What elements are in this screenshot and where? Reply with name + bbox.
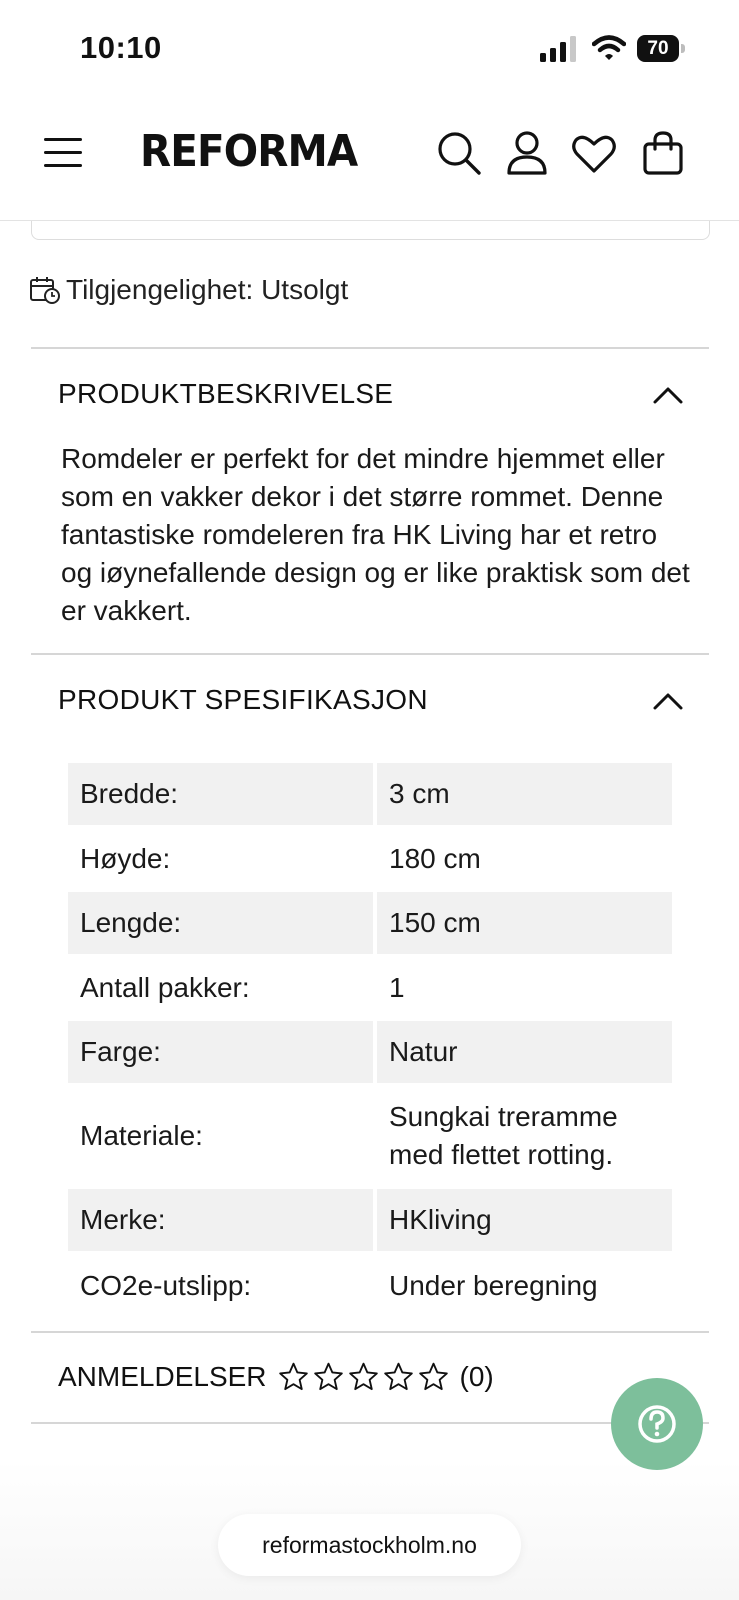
spec-value: 180 cm <box>389 842 481 874</box>
spec-value: Under beregning <box>389 1270 598 1301</box>
spec-label: CO2e-utslipp: <box>80 1270 252 1301</box>
spec-label: Antall pakker: <box>80 971 250 1003</box>
reviews-row[interactable] <box>58 1355 494 1399</box>
address-bar[interactable]: reformastockholm.no <box>218 1514 521 1576</box>
brand-logo[interactable]: REFORMA <box>140 126 358 177</box>
star-outline-icon <box>417 1361 450 1393</box>
calendar-clock-icon <box>30 276 60 304</box>
star-outline-icon <box>347 1361 380 1393</box>
search-icon[interactable] <box>436 130 482 176</box>
specification-table <box>64 763 676 1321</box>
wishlist-heart-icon[interactable] <box>571 130 617 176</box>
description-text: Romdeler er perfekt for det mindre hjemmet eller som en vakker dekor i det større rommet. Denne fantastiske romdeleren fra HK Living har et retro og iøynefallende design og er like praktisk som det er vakkert. <box>61 443 690 626</box>
spec-label: Materiale: <box>80 1120 203 1151</box>
reviews-heading: ANMELDELSER <box>58 1361 267 1392</box>
spec-value: HKliving <box>377 1189 672 1251</box>
status-bar <box>0 0 739 100</box>
cellular-signal-icon <box>540 36 580 62</box>
spec-row <box>68 954 672 1021</box>
availability-text: Tilgjengelighet: Utsolgt <box>66 274 349 305</box>
divider <box>31 1331 709 1333</box>
chevron-up-icon[interactable] <box>652 385 684 405</box>
spec-row <box>68 1251 672 1321</box>
spec-row <box>68 1083 672 1189</box>
spec-label: Merke: <box>68 1189 373 1251</box>
spec-value: Sungkai treramme med flettet rotting. <box>389 1101 618 1170</box>
star-outline-icon <box>277 1361 310 1393</box>
description-heading[interactable]: PRODUKTBESKRIVELSE <box>58 378 394 409</box>
spec-label: Høyde: <box>80 842 171 874</box>
divider <box>31 347 709 349</box>
question-mark-icon <box>611 1378 703 1470</box>
spec-value: 3 cm <box>377 763 672 825</box>
reviews-count: (0) <box>459 1361 494 1392</box>
divider <box>31 653 709 655</box>
star-outline-icon <box>382 1361 415 1393</box>
chevron-up-icon[interactable] <box>652 691 684 711</box>
spec-label: Bredde: <box>68 763 373 825</box>
wifi-icon <box>592 34 626 62</box>
spec-label: Lengde: <box>68 892 373 954</box>
status-time: 10:10 <box>80 30 162 65</box>
spec-row <box>68 1189 672 1251</box>
spec-row <box>68 763 672 825</box>
spec-value: 1 <box>389 971 405 1003</box>
specification-heading[interactable]: PRODUKT SPESIFIKASJON <box>58 684 428 715</box>
spec-row <box>68 1021 672 1083</box>
spec-value: 150 cm <box>377 892 672 954</box>
battery-icon <box>637 35 687 62</box>
availability-line <box>30 270 348 310</box>
cart-bag-icon[interactable] <box>640 130 686 176</box>
menu-icon[interactable] <box>44 136 84 170</box>
spec-value: Natur <box>377 1021 672 1083</box>
star-rating <box>277 1361 452 1393</box>
divider <box>31 1422 709 1424</box>
site-header <box>0 100 739 221</box>
account-icon[interactable] <box>504 130 550 176</box>
star-outline-icon <box>312 1361 345 1393</box>
spec-row <box>68 825 672 892</box>
spec-label: Farge: <box>68 1021 373 1083</box>
spec-row <box>68 892 672 954</box>
help-chat-button[interactable] <box>611 1378 703 1470</box>
battery-level: 70 <box>647 38 669 59</box>
